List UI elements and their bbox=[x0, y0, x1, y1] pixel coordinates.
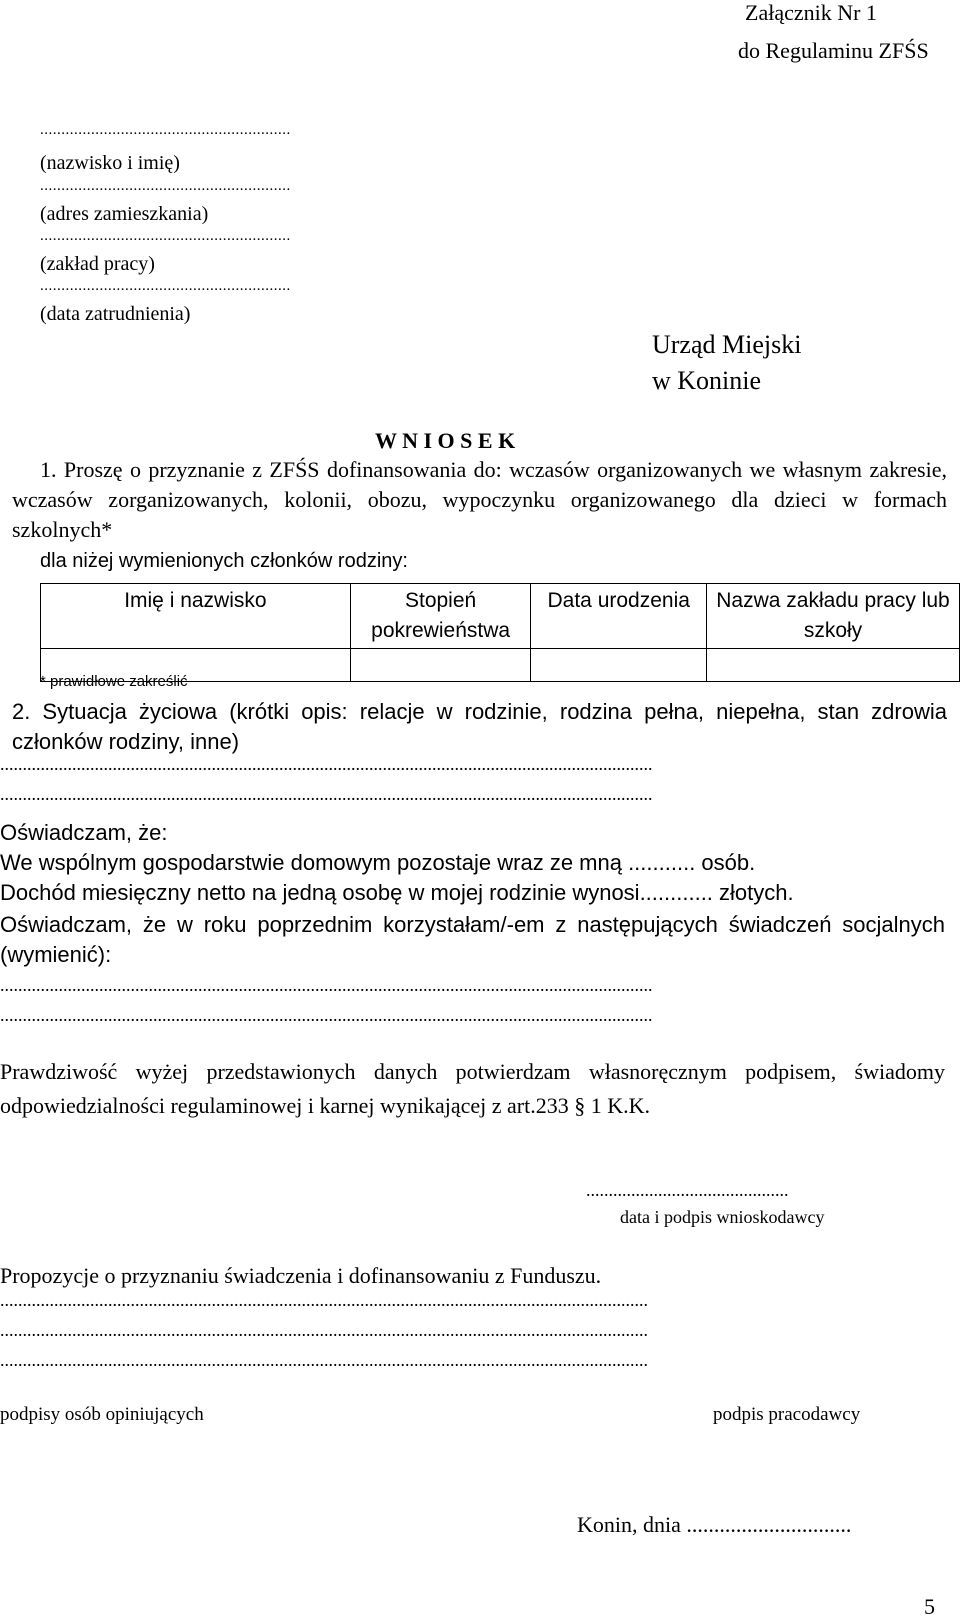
col-header-name-label: Imię i nazwisko bbox=[124, 589, 267, 612]
section1-members-line: dla niżej wymienionych członków rodziny: bbox=[40, 550, 408, 572]
footnote: * prawidłowe zakreślić bbox=[40, 673, 188, 690]
page-number: 5 bbox=[924, 1594, 935, 1619]
col-header-workplace-label: Nazwa zakładu pracy lub szkoły bbox=[716, 589, 950, 642]
employment-label: (data zatrudnienia) bbox=[40, 303, 191, 325]
name-label: (nazwisko i imię) bbox=[40, 152, 180, 174]
benefits-dots-1: ................................................................................................................................................. bbox=[0, 975, 653, 995]
proposals-dots-3: ................................................................................................................................................ bbox=[0, 1350, 648, 1370]
family-members-table bbox=[40, 583, 960, 682]
signature-label: data i podpis wnioskodawcy bbox=[620, 1207, 825, 1227]
declare-heading: Oświadczam, że: bbox=[0, 820, 168, 845]
signature-dots: ............................................. bbox=[586, 1180, 789, 1200]
benefits-paragraph: Oświadczam, że w roku poprzednim korzystałam/-em z następujących świadczeń socjalnych (wymienić): bbox=[0, 912, 945, 967]
col-header-name bbox=[41, 584, 351, 649]
attachment-label: Załącznik Nr 1 bbox=[745, 0, 877, 25]
empty-cell[interactable] bbox=[350, 649, 531, 682]
regulation-label: do Regulaminu ZFŚS bbox=[738, 38, 929, 63]
income-line: Dochód miesięczny netto na jedną osobę w mojej rodzinie wynosi............ złotych. bbox=[0, 880, 794, 905]
section2-text bbox=[12, 697, 947, 757]
opinions-signature-label: podpisy osób opiniujących bbox=[0, 1404, 204, 1425]
household-line: We wspólnym gospodarstwie domowym pozostaje wraz ze mną ........... osób. bbox=[0, 850, 756, 875]
benefits-text bbox=[0, 910, 945, 970]
proposals-title: Propozycje o przyznaniu świadczenia i dofinansowaniu z Funduszu. bbox=[0, 1263, 602, 1288]
empty-cell[interactable] bbox=[531, 649, 707, 682]
section1-paragraph: 1. Proszę o przyznanie z ZFŚS dofinansowania do: wczasów organizowanych we własnym zakresie, wczasów zorganizowanych, kolonii, obozu, wypoczynku organizowanego dla dzieci w formach szkolnych* bbox=[12, 457, 947, 542]
name-dots: ........................................................... bbox=[40, 122, 291, 138]
section1-text bbox=[12, 455, 947, 545]
col-header-birthdate-label: Data urodzenia bbox=[547, 589, 690, 612]
proposals-dots-1: ................................................................................................................................................ bbox=[0, 1290, 648, 1310]
recipient-line1: Urząd Miejski bbox=[652, 330, 802, 359]
confirm-paragraph: Prawdziwość wyżej przedstawionych danych potwierdzam własnoręcznym podpisem, świadomy odpowiedzialności regulaminowej i karnej wynikającej z art.233 § 1 K.K. bbox=[0, 1059, 945, 1118]
col-header-relation-label: Stopień pokrewieństwa bbox=[371, 589, 511, 642]
workplace-label: (zakład pracy) bbox=[40, 253, 155, 275]
empty-cell[interactable] bbox=[706, 649, 959, 682]
section2-paragraph: 2. Sytuacja życiowa (krótki opis: relacje w rodzinie, rodzina pełna, niepełna, stan zdrowia członków rodziny, inne) bbox=[12, 699, 947, 754]
benefits-dots-2: ................................................................................................................................................. bbox=[0, 1005, 653, 1025]
confirm-text bbox=[0, 1055, 945, 1123]
proposals-dots-2: ................................................................................................................................................ bbox=[0, 1320, 648, 1340]
section2-dots-1: ................................................................................................................................................. bbox=[0, 754, 653, 774]
section2-dots-2: ................................................................................................................................................. bbox=[0, 784, 653, 804]
col-header-workplace bbox=[706, 584, 959, 649]
col-header-birthdate bbox=[531, 584, 707, 649]
employment-dots: ........................................................... bbox=[40, 278, 291, 294]
col-header-relation bbox=[350, 584, 531, 649]
workplace-dots: ........................................................... bbox=[40, 228, 291, 244]
page-title: W N I O S E K bbox=[375, 428, 516, 453]
recipient-line2: w Koninie bbox=[652, 366, 762, 395]
place-date: Konin, dnia .............................. bbox=[577, 1512, 852, 1537]
address-label: (adres zamieszkania) bbox=[40, 203, 209, 225]
employer-signature-label: podpis pracodawcy bbox=[713, 1404, 861, 1425]
address-dots: ........................................................... bbox=[40, 178, 291, 194]
